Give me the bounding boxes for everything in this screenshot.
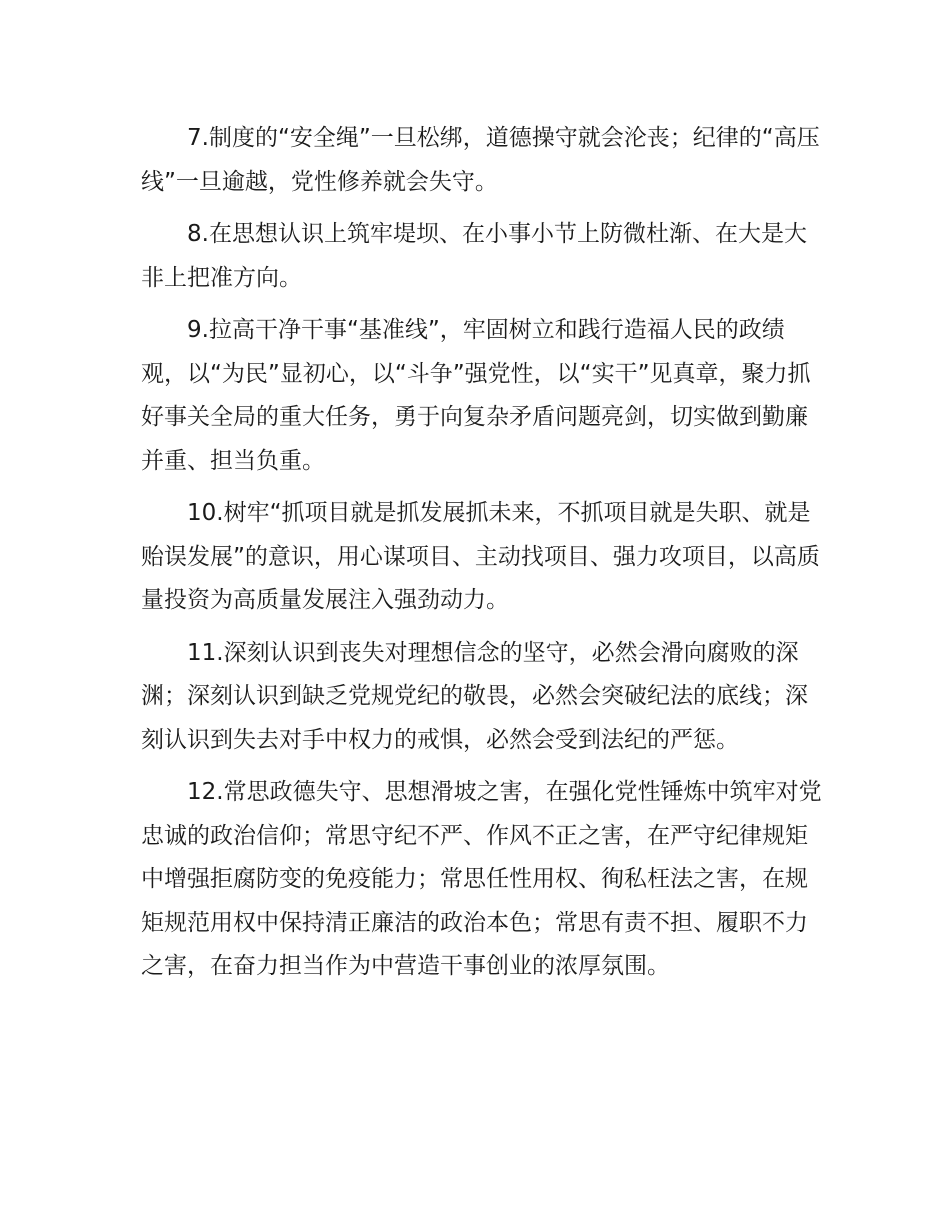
paragraph-8: 8.在思想认识上筑牢堤坝、在小事小节上防微杜渐、在大是大非上把准方向。 [141, 221, 807, 291]
paragraph-11: 11.深刻认识到丧失对理想信念的坚守，必然会滑向腐败的深渊；深刻认识到缺乏党规党纪的敬畏，必然会突破纪法的底线；深刻认识到失去对手中权力的戒惧，必然会受到法纪的严惩。 [141, 639, 808, 753]
paragraph-9: 9.拉高干净干事“基准线”，牢固树立和践行造福人民的政绩观，以“为民”显初心，以“斗争”强党性，以“实干”见真章，聚力抓好事关全局的重大任务，勇于向复杂矛盾问题亮剑，切实做到勤廉并重、担当负重。 [141, 317, 811, 474]
paragraph-10: 10.树牢“抓项目就是抓发展抓未来，不抓项目就是失职、就是贻误发展”的意识，用心谋项目、主动找项目、强力攻项目，以高质量投资为高质量发展注入强劲动力。 [141, 500, 820, 613]
document-body [141, 117, 829, 998]
paragraph-7: 7.制度的“安全绳”一旦松绑，道德操守就会沦丧；纪律的“高压线”一旦逾越，党性修养就会失守。 [141, 125, 820, 195]
paragraph-12: 12.常思政德失守、思想滑坡之害，在强化党性锤炼中筑牢对党忠诚的政治信仰；常思守纪不严、作风不正之害，在严守纪律规矩中增强拒腐防变的免疫能力；常思任性用权、徇私枉法之害，在规矩规范用权中保持清正廉洁的政治本色；常思有责不担、履职不力之害，在奋力担当作为中营造干事创业的浓厚氛围。 [141, 779, 822, 979]
